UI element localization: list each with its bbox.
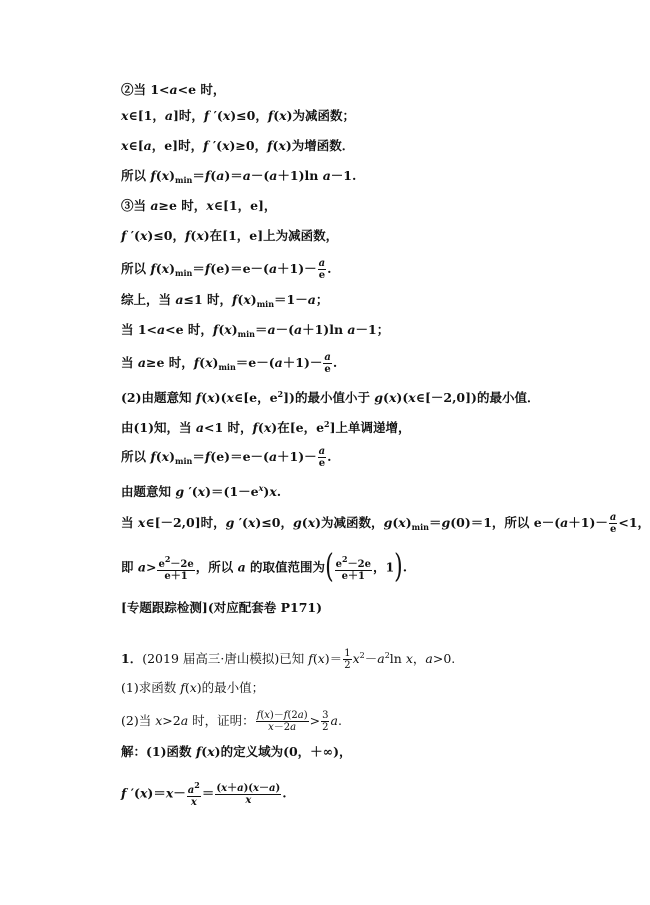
section-title: [专题跟踪检测](对应配套卷 P171) xyxy=(121,600,323,615)
problem1-q2: (2)当 x>2a 时，证明： $\frac{f(x)-f(2a)}{x-2a}$ > $\frac{3}{2}$ a. xyxy=(121,710,342,733)
part2-line1: (2)由题意知 f(x)(x∈[e，$e^2$])的最小值小于 g(x)(x∈[－2,0])的最小值． xyxy=(121,389,540,405)
part2-line3: 所以 $f(x)_{min}=f(e)=e-(a+1)-$ $\frac{a}{e}$ . xyxy=(121,446,332,469)
problem1-q1: (1)求函数 f(x)的最小值； xyxy=(121,680,265,695)
part2-line5: 当 x∈[－2,0]时，g ′(x)≤0，g(x)为减函数，$g(x)_{min}=g(0)=1$，所以 e－(a＋1)－ $\frac{a}{e}$ <1， xyxy=(121,512,650,535)
part2-line2: 由(1)知，当 a<1 时，f(x)在[e，$e^2$]上单调递增， xyxy=(121,419,411,435)
summary-line3: 当 a≥e 时，$f(x)_{min}=e-(a+1)-$ $\frac{a}{e}$ . xyxy=(121,352,338,375)
case2-line1: x∈[1，a]时，f ′(x)≤0，f(x)为减函数； xyxy=(121,108,356,123)
problem1-sol2: f ′(x)＝x－ $\frac{a^2}{x}$ ＝ $\frac{(x+a)(x-a)}{x}$ . xyxy=(121,780,287,808)
problem1-stem: 1．(2019 届高三·唐山模拟)已知 f(x)＝ $\frac{1}{2}$ $x^2-a^2\ln$ x，a>0. xyxy=(121,648,456,671)
case3-head: ③当 a≥e 时，x∈[1，e]， xyxy=(121,198,277,213)
case2-head: ②当 1<a<e 时， xyxy=(121,82,226,97)
case3-line1: f ′(x)≤0，f(x)在[1，e]上为减函数， xyxy=(121,228,339,243)
problem1-sol1: 解：(1)函数 f(x)的定义域为(0，＋∞)， xyxy=(121,744,352,759)
case2-line2: x∈[a，e]时，f ′(x)≥0，f(x)为增函数． xyxy=(121,138,355,153)
part2-line4: 由题意知 g $'(x)=(1-e^x)x$. xyxy=(121,483,282,499)
summary-line1: 综上，当 a≤1 时，$f(x)_{min}=1-a$； xyxy=(121,292,329,309)
summary-line2: 当 1<a<e 时，$f(x)_{min}=a-(a+1)\ln$ a－1； xyxy=(121,322,390,339)
case3-line2: 所以 $f(x)_{min}=f(e)=e-(a+1)-$ $\frac{a}{e}$ . xyxy=(121,258,332,281)
case2-line3: 所以 $f(x)_{min}=f(a)=a-(a+1)\ln$ a－1. xyxy=(121,168,357,185)
part2-line6: 即 a> $\frac{e^2-2e}{e+1}$ ，所以 a 的取值范围为( $\frac{e^2-2e}{e+1}$ ，1). xyxy=(121,548,408,586)
